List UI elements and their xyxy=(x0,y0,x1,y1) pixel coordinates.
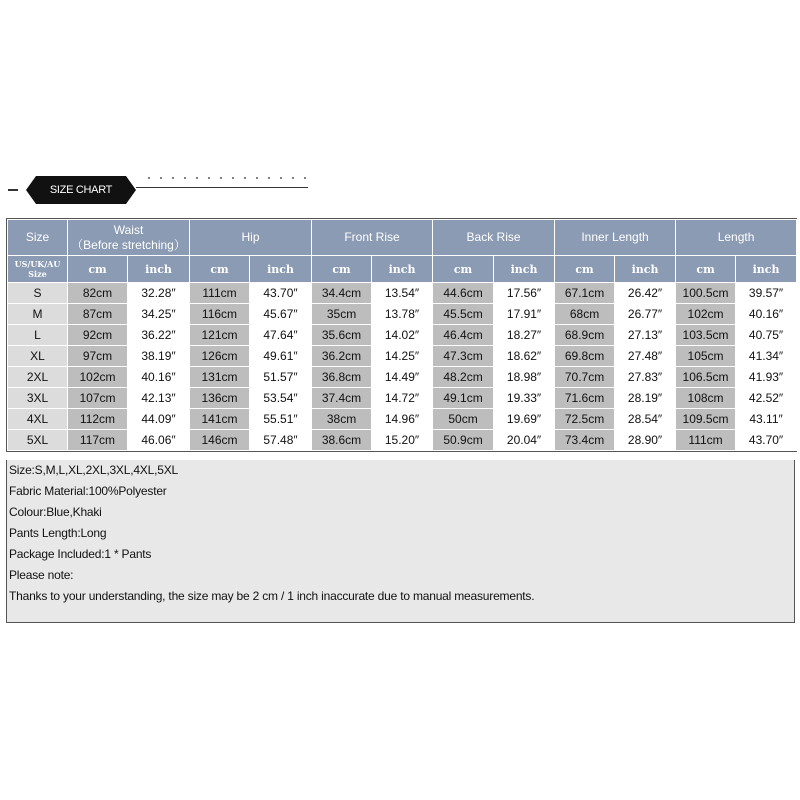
size-cell: 4XL xyxy=(8,409,68,430)
unit-inch: inch xyxy=(736,256,797,283)
cm-cell: 121cm xyxy=(190,325,250,346)
inch-cell: 40.16″ xyxy=(128,367,190,388)
table-row xyxy=(8,346,797,367)
table-row xyxy=(8,388,797,409)
inch-cell: 43.11″ xyxy=(736,409,797,430)
cm-cell: 44.6cm xyxy=(433,283,494,304)
size-cell: 3XL xyxy=(8,388,68,409)
cm-cell: 136cm xyxy=(190,388,250,409)
cm-cell: 102cm xyxy=(676,304,736,325)
inch-cell: 46.06″ xyxy=(128,430,190,451)
cm-cell: 73.4cm xyxy=(555,430,615,451)
cm-cell: 117cm xyxy=(68,430,128,451)
inch-cell: 18.27″ xyxy=(494,325,555,346)
inch-cell: 14.49″ xyxy=(372,367,433,388)
cm-cell: 116cm xyxy=(190,304,250,325)
inch-cell: 15.20″ xyxy=(372,430,433,451)
inch-cell: 55.51″ xyxy=(250,409,312,430)
inch-cell: 14.96″ xyxy=(372,409,433,430)
cm-cell: 35cm xyxy=(312,304,372,325)
cm-cell: 38.6cm xyxy=(312,430,372,451)
region-size-header xyxy=(8,256,68,283)
cm-cell: 82cm xyxy=(68,283,128,304)
banner-dots xyxy=(143,176,308,180)
cm-cell: 72.5cm xyxy=(555,409,615,430)
table-row xyxy=(8,325,797,346)
inch-cell: 17.56″ xyxy=(494,283,555,304)
cm-cell: 103.5cm xyxy=(676,325,736,346)
table-header-row xyxy=(8,220,797,256)
cm-cell: 50.9cm xyxy=(433,430,494,451)
inch-cell: 26.77″ xyxy=(615,304,676,325)
inch-cell: 43.70″ xyxy=(250,283,312,304)
cm-cell: 48.2cm xyxy=(433,367,494,388)
unit-cm: cm xyxy=(555,256,615,283)
cm-cell: 37.4cm xyxy=(312,388,372,409)
region-label: US/UK/AU xyxy=(14,259,61,269)
cm-cell: 49.1cm xyxy=(433,388,494,409)
cm-cell: 38cm xyxy=(312,409,372,430)
unit-cm: cm xyxy=(312,256,372,283)
cm-cell: 146cm xyxy=(190,430,250,451)
banner-rule xyxy=(136,187,308,188)
inch-cell: 32.28″ xyxy=(128,283,190,304)
size-table xyxy=(7,219,797,451)
group-subtitle: （Before stretching） xyxy=(71,237,186,252)
group-title: Waist xyxy=(113,222,144,237)
cm-cell: 47.3cm xyxy=(433,346,494,367)
note-line: Package Included:1 * Pants xyxy=(9,547,152,561)
cm-cell: 36.2cm xyxy=(312,346,372,367)
inch-cell: 13.54″ xyxy=(372,283,433,304)
inch-cell: 13.78″ xyxy=(372,304,433,325)
cm-cell: 126cm xyxy=(190,346,250,367)
inch-cell: 27.48″ xyxy=(615,346,676,367)
inch-cell: 41.93″ xyxy=(736,367,797,388)
size-cell: XL xyxy=(8,346,68,367)
cm-cell: 97cm xyxy=(68,346,128,367)
product-notes xyxy=(6,460,795,623)
inch-cell: 34.25″ xyxy=(128,304,190,325)
inch-cell: 41.34″ xyxy=(736,346,797,367)
inch-cell: 42.52″ xyxy=(736,388,797,409)
group-header-front-rise: Front Rise xyxy=(312,220,433,256)
unit-cm: cm xyxy=(676,256,736,283)
table-row xyxy=(8,367,797,388)
size-cell: L xyxy=(8,325,68,346)
cm-cell: 69.8cm xyxy=(555,346,615,367)
cm-cell: 45.5cm xyxy=(433,304,494,325)
inch-cell: 18.62″ xyxy=(494,346,555,367)
inch-cell: 39.57″ xyxy=(736,283,797,304)
cm-cell: 106.5cm xyxy=(676,367,736,388)
inch-cell: 26.42″ xyxy=(615,283,676,304)
inch-cell: 19.69″ xyxy=(494,409,555,430)
inch-cell: 28.19″ xyxy=(615,388,676,409)
unit-inch: inch xyxy=(250,256,312,283)
unit-cm: cm xyxy=(190,256,250,283)
size-cell: 5XL xyxy=(8,430,68,451)
inch-cell: 45.67″ xyxy=(250,304,312,325)
unit-cm: cm xyxy=(68,256,128,283)
inch-cell: 14.25″ xyxy=(372,346,433,367)
inch-cell: 47.64″ xyxy=(250,325,312,346)
group-header-back-rise: Back Rise xyxy=(433,220,555,256)
cm-cell: 92cm xyxy=(68,325,128,346)
size-cell: S xyxy=(8,283,68,304)
region-size-label: Size xyxy=(28,269,47,279)
cm-cell: 112cm xyxy=(68,409,128,430)
cm-cell: 111cm xyxy=(676,430,736,451)
inch-cell: 40.16″ xyxy=(736,304,797,325)
size-cell: M xyxy=(8,304,68,325)
cm-cell: 68.9cm xyxy=(555,325,615,346)
size-cell: 2XL xyxy=(8,367,68,388)
inch-cell: 51.57″ xyxy=(250,367,312,388)
inch-cell: 28.90″ xyxy=(615,430,676,451)
cm-cell: 35.6cm xyxy=(312,325,372,346)
cm-cell: 67.1cm xyxy=(555,283,615,304)
inch-cell: 42.13″ xyxy=(128,388,190,409)
unit-inch: inch xyxy=(494,256,555,283)
table-row xyxy=(8,304,797,325)
unit-inch: inch xyxy=(372,256,433,283)
inch-cell: 57.48″ xyxy=(250,430,312,451)
inch-cell: 27.83″ xyxy=(615,367,676,388)
note-line: Please note: xyxy=(9,568,74,582)
group-header-hip: Hip xyxy=(190,220,312,256)
inch-cell: 14.72″ xyxy=(372,388,433,409)
size-column-header: Size xyxy=(8,220,68,256)
cm-cell: 105cm xyxy=(676,346,736,367)
cm-cell: 71.6cm xyxy=(555,388,615,409)
note-line: Pants Length:Long xyxy=(9,526,107,540)
table-body xyxy=(8,283,797,451)
inch-cell: 28.54″ xyxy=(615,409,676,430)
cm-cell: 102cm xyxy=(68,367,128,388)
inch-cell: 36.22″ xyxy=(128,325,190,346)
inch-cell: 38.19″ xyxy=(128,346,190,367)
inch-cell: 53.54″ xyxy=(250,388,312,409)
inch-cell: 27.13″ xyxy=(615,325,676,346)
cm-cell: 34.4cm xyxy=(312,283,372,304)
inch-cell: 14.02″ xyxy=(372,325,433,346)
inch-cell: 19.33″ xyxy=(494,388,555,409)
table-row xyxy=(8,283,797,304)
cm-cell: 36.8cm xyxy=(312,367,372,388)
size-chart-banner xyxy=(8,172,308,208)
size-table-container xyxy=(6,218,797,452)
size-chart-badge: SIZE CHART xyxy=(36,176,126,204)
inch-cell: 44.09″ xyxy=(128,409,190,430)
cm-cell: 131cm xyxy=(190,367,250,388)
note-line: Colour:Blue,Khaki xyxy=(9,505,102,519)
note-line: Size:S,M,L,XL,2XL,3XL,4XL,5XL xyxy=(9,463,178,477)
unit-inch: inch xyxy=(615,256,676,283)
cm-cell: 100.5cm xyxy=(676,283,736,304)
unit-inch: inch xyxy=(128,256,190,283)
table-row xyxy=(8,409,797,430)
cm-cell: 107cm xyxy=(68,388,128,409)
unit-cm: cm xyxy=(433,256,494,283)
inch-cell: 20.04″ xyxy=(494,430,555,451)
group-header-waist xyxy=(68,220,190,256)
note-line: Fabric Material:100%Polyester xyxy=(9,484,167,498)
group-header-length: Length xyxy=(676,220,797,256)
note-line: Thanks to your understanding, the size may be 2 cm / 1 inch inaccurate due to manual measurements. xyxy=(9,589,535,603)
inch-cell: 40.75″ xyxy=(736,325,797,346)
inch-cell: 49.61″ xyxy=(250,346,312,367)
cm-cell: 111cm xyxy=(190,283,250,304)
cm-cell: 141cm xyxy=(190,409,250,430)
cm-cell: 68cm xyxy=(555,304,615,325)
inch-cell: 18.98″ xyxy=(494,367,555,388)
inch-cell: 17.91″ xyxy=(494,304,555,325)
inch-cell: 43.70″ xyxy=(736,430,797,451)
table-unit-row xyxy=(8,256,797,283)
cm-cell: 46.4cm xyxy=(433,325,494,346)
cm-cell: 87cm xyxy=(68,304,128,325)
cm-cell: 108cm xyxy=(676,388,736,409)
group-header-inner-length: Inner Length xyxy=(555,220,676,256)
table-row xyxy=(8,430,797,451)
cm-cell: 109.5cm xyxy=(676,409,736,430)
cm-cell: 50cm xyxy=(433,409,494,430)
banner-dash xyxy=(8,189,18,191)
cm-cell: 70.7cm xyxy=(555,367,615,388)
